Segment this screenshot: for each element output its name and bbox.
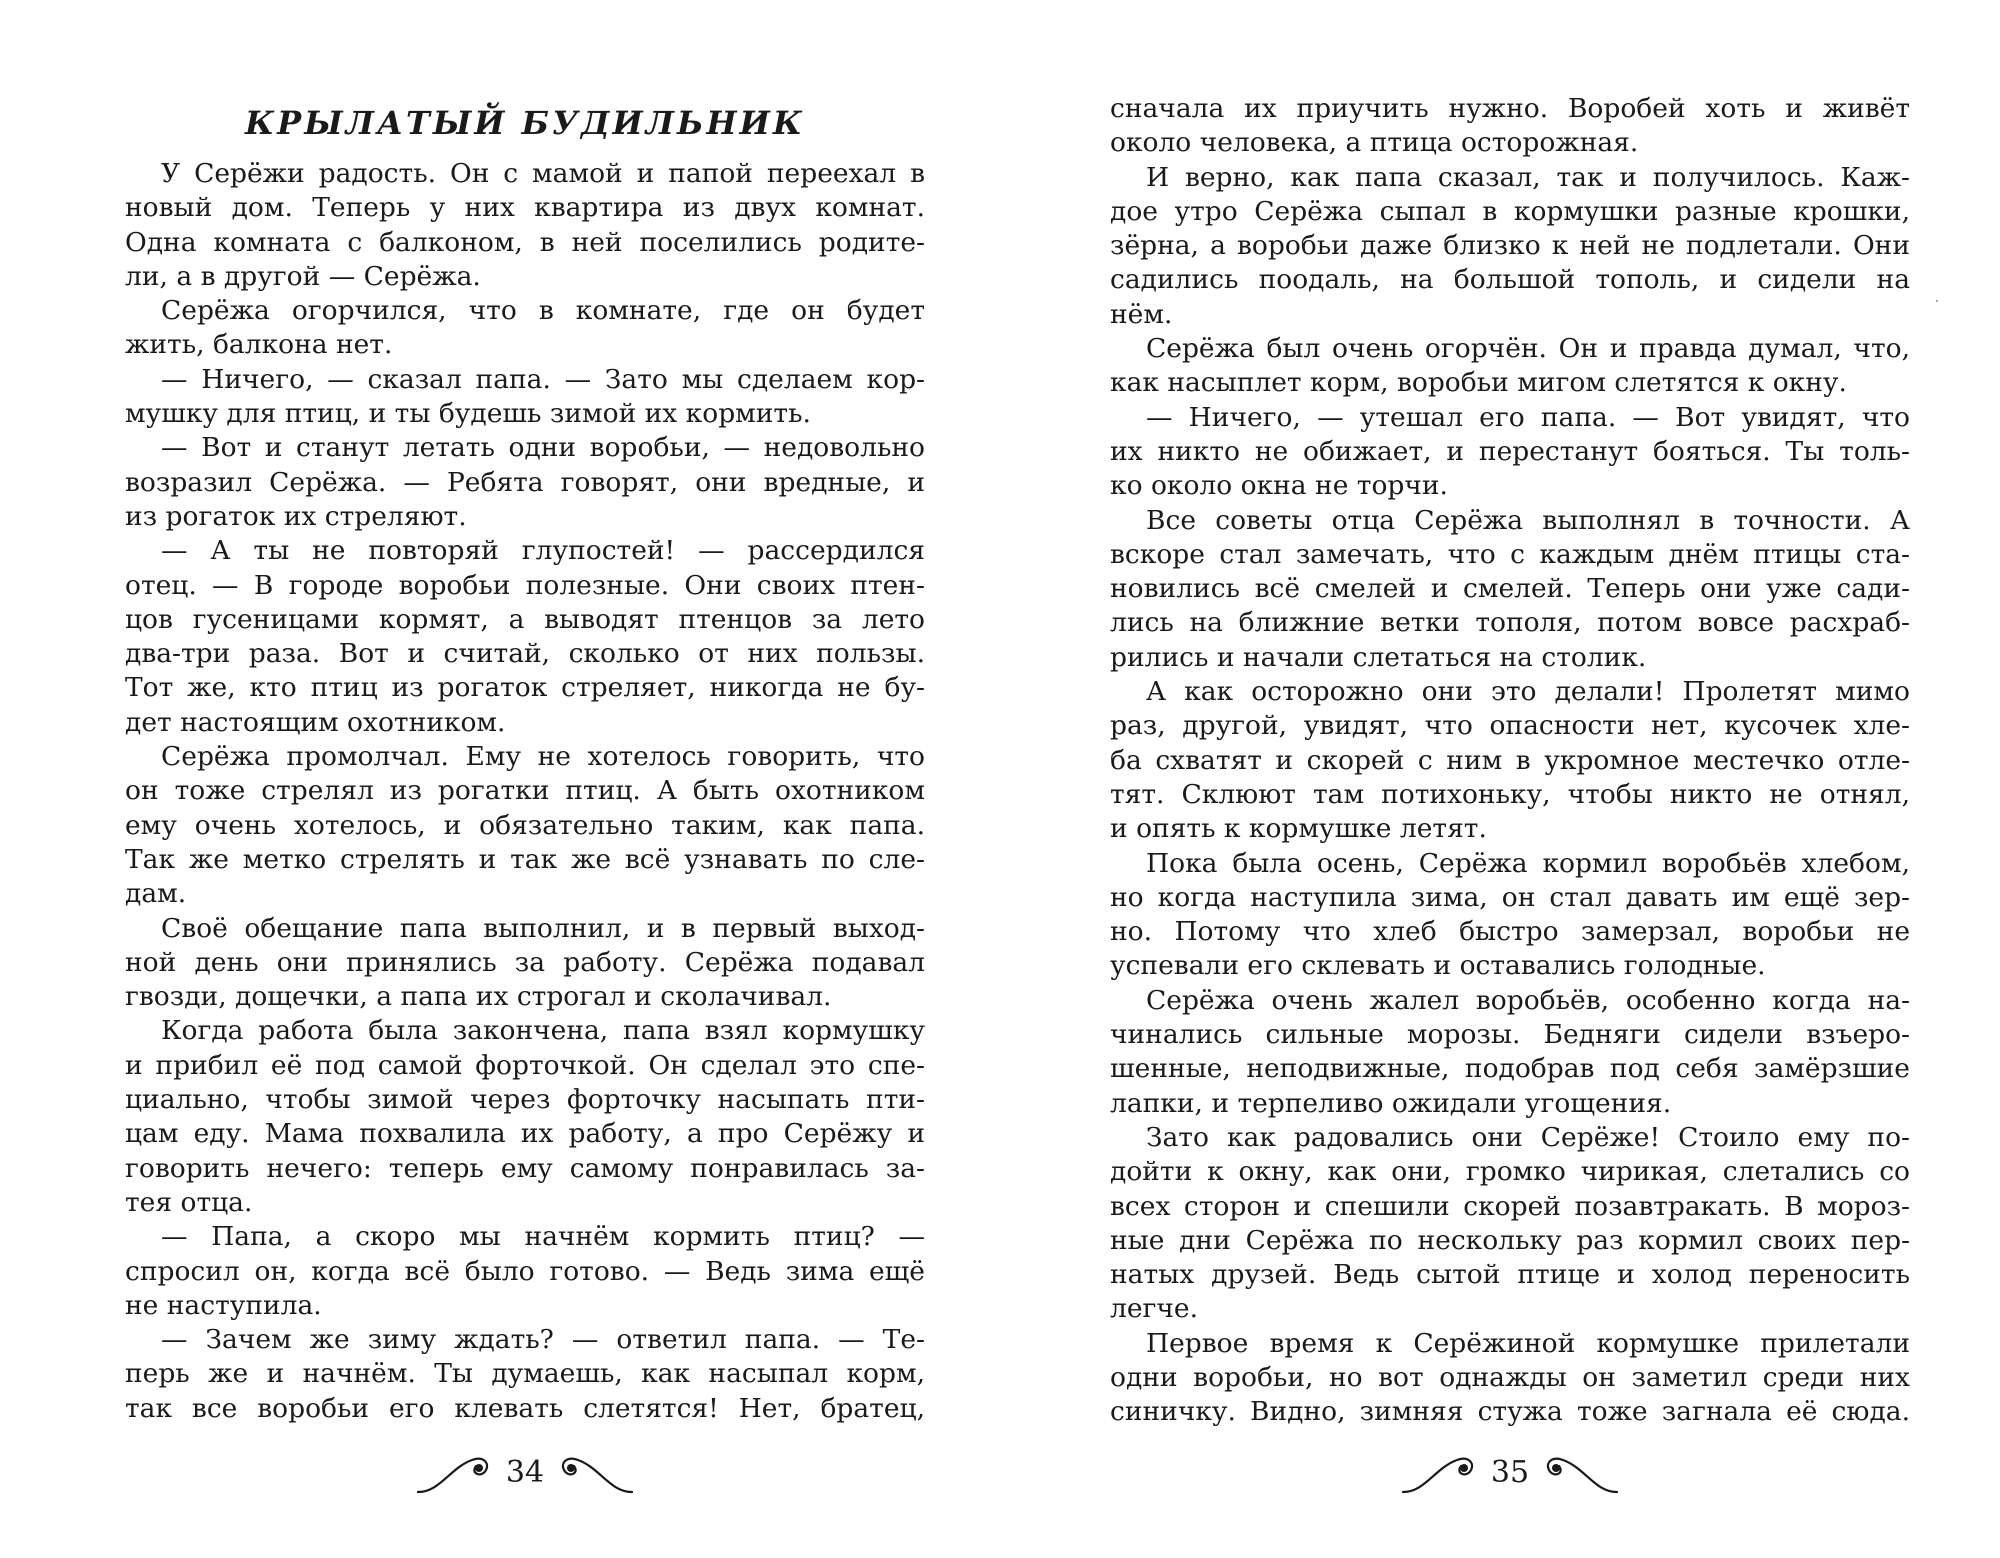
text-line: раз, другой, увидят, что опасности нет, кусочек хле-: [1110, 710, 1910, 742]
text-line: Первое время к Серёжиной кормушке прилетали: [1146, 1327, 1910, 1359]
text-line: — Папа, а скоро мы начнём кормить птиц? —: [161, 1221, 925, 1253]
text-line: отец. — В городе воробьи полезные. Они своих птен-: [125, 569, 925, 601]
text-line: сначала их приучить нужно. Воробей хоть и живёт: [1110, 93, 1910, 124]
text-line: лись на ближние ветки тополя, потом вовсе расхраб-: [1110, 607, 1910, 639]
text-line: успевали его склевать и оставались голодные.: [1110, 950, 1766, 982]
text-line: жить, балкона нет.: [125, 329, 393, 361]
text-line: И верно, как папа сказал, так и получилось. Каж-: [1146, 161, 1910, 193]
text-line: Когда работа была закончена, папа взял кормушку: [161, 1015, 925, 1047]
text-line: циально, чтобы зимой через форточку насыпать пти-: [125, 1084, 925, 1116]
text-line: новый дом. Теперь у них квартира из двух комнат.: [125, 192, 925, 224]
text-line: Серёжа промолчал. Ему не хотелось говорить, что: [161, 741, 925, 773]
text-line: всех сторон и спешили скорей позавтракать. В мороз-: [1110, 1190, 1910, 1222]
text-line: Пока была осень, Серёжа кормил воробьёв хлебом,: [1146, 847, 1910, 879]
text-line: но. Потому что хлеб быстро замерзал, воробьи не: [1110, 916, 1910, 948]
text-line: и прибил её под самой форточкой. Он сделал это спе-: [125, 1049, 925, 1081]
left-page-text: [125, 157, 925, 1426]
text-line: не наступила.: [125, 1289, 322, 1321]
text-line: зёрна, а воробьи даже близко к ней не подлетали. Они: [1110, 230, 1910, 262]
text-line: Зато как радовались они Серёже! Стоило ему по-: [1146, 1121, 1910, 1153]
text-line: — Ничего, — утешал его папа. — Вот увидят, что: [1146, 401, 1910, 433]
text-line: тят. Склюют там потихоньку, чтобы никто не отнял,: [1110, 778, 1910, 810]
text-line: дам.: [125, 878, 187, 910]
text-line: Серёжа очень жалел воробьёв, особенно когда на-: [1146, 984, 1910, 1016]
text-line: натых друзей. Ведь сытой птице и холод переносить: [1110, 1259, 1910, 1291]
text-line: так все воробьи его клевать слетятся! Нет, братец,: [125, 1392, 925, 1424]
text-line: — Зачем же зиму ждать? — ответил папа. — Те-: [161, 1324, 925, 1356]
text-line: ба схватят и скорей с ним в укромное местечко отле-: [1110, 744, 1910, 776]
text-line: как насыплет корм, воробьи мигом слетятся к окну.: [1110, 367, 1847, 399]
text-line: мушку для птиц, и ты будешь зимой их кормить.: [125, 398, 811, 430]
text-line: синичку. Видно, зимняя стужа тоже загнала её сюда.: [1110, 1396, 1910, 1428]
text-line: их никто не обижает, и перестанут бояться. Ты толь-: [1110, 435, 1910, 467]
text-line: новились всё смелей и смелей. Теперь они уже сади-: [1110, 573, 1910, 605]
right-page-text: [1110, 92, 1910, 1430]
text-line: перь же и начнём. Ты думаешь, как насыпал корм,: [125, 1358, 925, 1390]
text-line: гвозди, дощечки, а папа их строгал и сколачивал.: [125, 981, 832, 1013]
left-page-footer: [125, 1448, 925, 1498]
text-line: А как осторожно они это делали! Пролетят мимо: [1146, 676, 1910, 708]
text-line: ные дни Серёжа по нескольку раз кормил своих пер-: [1110, 1224, 1910, 1256]
text-line: дое утро Серёжа сыпал в кормушки разные крошки,: [1110, 195, 1910, 227]
text-line: ли, а в другой — Серёжа.: [125, 260, 481, 292]
text-line: из рогаток их стреляют.: [125, 500, 467, 532]
text-line: цов гусеницами кормят, а выводят птенцов за лето: [125, 603, 925, 635]
text-line: — Ничего, — сказал папа. — Зато мы сделаем кор-: [161, 363, 925, 395]
text-line: — А ты не повторяй глупостей! — рассердился: [161, 535, 925, 567]
page-number: 34: [505, 1455, 545, 1490]
text-line: дет настоящим охотником.: [125, 706, 506, 738]
text-line: одни воробьи, но вот однажды он заметил среди них: [1110, 1361, 1910, 1393]
paper-speck: [1936, 300, 1938, 302]
text-line: около человека, а птица осторожная.: [1110, 127, 1639, 159]
text-line: ко около окна не торчи.: [1110, 470, 1448, 502]
text-line: ему очень хотелось, и обязательно таким, как папа.: [125, 809, 925, 841]
text-line: цам еду. Мама похвалила их работу, а про Серёжу и: [125, 1118, 925, 1150]
text-line: легче.: [1110, 1293, 1199, 1325]
text-line: шенные, неподвижные, подобрав под себя замёрзшие: [1110, 1053, 1910, 1085]
text-line: возразил Серёжа. — Ребята говорят, они вредные, и: [125, 466, 925, 498]
text-line: лапки, и терпеливо ожидали угощения.: [1110, 1087, 1672, 1119]
text-line: рились и начали слетаться на столик.: [1110, 641, 1647, 673]
text-line: Одна комната с балконом, в ней поселились родите-: [125, 226, 925, 258]
text-line: Так же метко стрелять и так же всё узнавать по сле-: [125, 843, 925, 875]
text-line: нём.: [1110, 298, 1173, 330]
text-line: Тот же, кто птиц из рогаток стреляет, никогда не бу-: [125, 672, 925, 704]
chapter-title: КРЫЛАТЫЙ БУДИЛЬНИК: [245, 104, 805, 142]
text-line: вскоре стал замечать, что с каждым днём птицы ста-: [1110, 538, 1910, 570]
text-line: но когда наступила зима, он стал давать им ещё зер-: [1110, 881, 1910, 913]
text-line: два-три раза. Вот и считай, сколько от них пользы.: [125, 638, 925, 670]
text-line: Все советы отца Серёжа выполнял в точности. А: [1146, 504, 1910, 536]
text-line: дойти к окну, как они, громко чирикая, слетались со: [1110, 1156, 1910, 1188]
page-number: 35: [1490, 1455, 1530, 1490]
text-line: — Вот и станут летать одни воробьи, — недовольно: [161, 432, 925, 464]
text-line: У Серёжи радость. Он с мамой и папой переехал в: [161, 158, 925, 189]
text-line: тея отца.: [125, 1186, 253, 1218]
text-line: Серёжа был очень огорчён. Он и правда думал, что,: [1146, 333, 1910, 365]
text-line: чинались сильные морозы. Бедняги сидели взъеро-: [1110, 1019, 1910, 1051]
text-line: он тоже стрелял из рогатки птиц. А быть охотником: [125, 775, 925, 807]
right-page-footer: [1110, 1448, 1910, 1498]
text-line: Серёжа огорчился, что в комнате, где он будет: [161, 295, 925, 327]
text-line: ной день они принялись за работу. Серёжа подавал: [125, 946, 925, 978]
text-line: Своё обещание папа выполнил, и в первый выход-: [161, 912, 925, 944]
text-line: спросил он, когда всё было готово. — Ведь зима ещё: [125, 1255, 925, 1287]
text-line: и опять к кормушке летят.: [1110, 813, 1487, 845]
text-line: садились поодаль, на большой тополь, и сидели на: [1110, 264, 1910, 296]
text-line: говорить нечего: теперь ему самому понравилась за-: [125, 1152, 925, 1184]
